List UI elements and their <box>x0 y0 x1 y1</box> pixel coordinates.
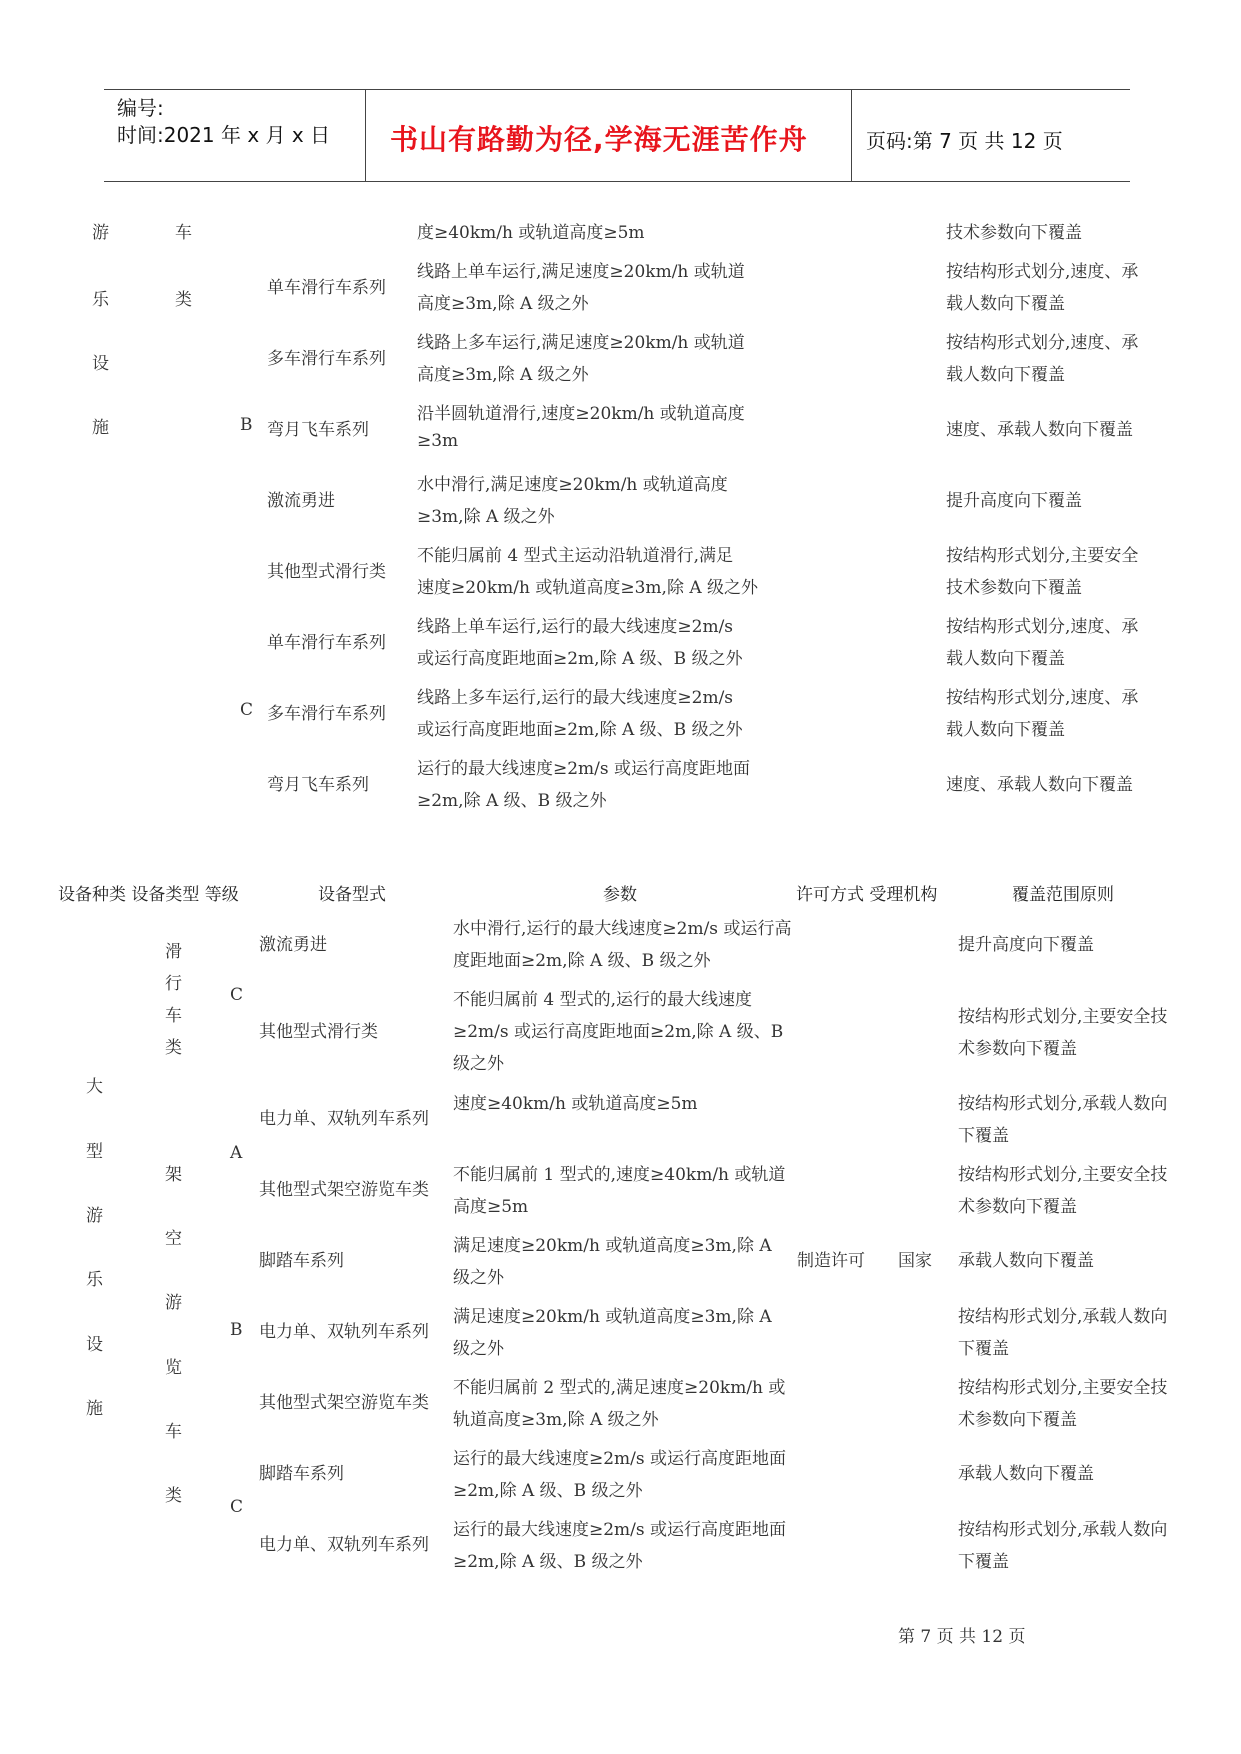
param-line: 运行的最大线速度≥2m/s 或运行高度距地面 <box>417 759 751 779</box>
type-char: 类 <box>165 1038 182 1058</box>
header-divider-right <box>851 89 852 182</box>
rule-line: 按结构形式划分,速度、承 <box>946 333 1139 353</box>
model-name: 脚踏车系列 <box>259 1251 344 1271</box>
rule-line: 按结构形式划分,主要安全 <box>946 546 1139 566</box>
model-name: 激流勇进 <box>259 935 327 955</box>
grade-b: B <box>240 415 253 435</box>
rule-line: 载人数向下覆盖 <box>946 294 1065 314</box>
category-char: 设 <box>92 354 109 374</box>
rule-text: 按结构形式划分,主要安全技术参数向下覆盖 <box>958 1165 1168 1217</box>
rule-line: 按结构形式划分,速度、承 <box>946 262 1139 282</box>
rule-line: 载人数向下覆盖 <box>946 720 1065 740</box>
param-text: 满足速度≥20km/h 或轨道高度≥3m,除 A 级之外 <box>453 1307 772 1359</box>
param-line: 线路上多车运行,满足速度≥20km/h 或轨道 <box>417 333 745 353</box>
model-name: 其他型式架空游览车类 <box>259 1180 429 1200</box>
header-rule: 覆盖范围原则 <box>1012 885 1114 905</box>
date-label: 时间:2021 年 x 月 x 日 <box>117 123 331 147</box>
footer-page-number: 第 7 页 共 12 页 <box>898 1627 1026 1647</box>
type-char: 车 <box>175 223 192 243</box>
grade-c: C <box>240 700 254 720</box>
param-line: 水中滑行,满足速度≥20km/h 或轨道高度 <box>417 475 728 495</box>
type-char: 车 <box>165 1422 182 1442</box>
rule-text: 按结构形式划分,主要安全技术参数向下覆盖 <box>958 1378 1168 1430</box>
category-char: 设 <box>86 1335 103 1355</box>
header-bottom-rule <box>104 181 1130 182</box>
rule-text: 提升高度向下覆盖 <box>958 935 1094 955</box>
category-char: 大 <box>86 1077 103 1097</box>
param-line: ≥3m <box>417 431 459 451</box>
model-name: 其他型式滑行类 <box>267 562 386 582</box>
rule-line: 载人数向下覆盖 <box>946 365 1065 385</box>
rule-text: 按结构形式划分,主要安全技术参数向下覆盖 <box>958 1007 1168 1059</box>
rule-text: 按结构形式划分,承载人数向下覆盖 <box>958 1307 1168 1359</box>
permit-method: 制造许可 <box>797 1251 865 1271</box>
category-char: 乐 <box>92 290 109 310</box>
rule-text: 承载人数向下覆盖 <box>958 1251 1094 1271</box>
grade-label: B <box>230 1320 243 1340</box>
model-name: 单车滑行车系列 <box>267 633 386 653</box>
category-char: 型 <box>86 1142 103 1162</box>
param-line: 度≥40km/h 或轨道高度≥5m <box>417 223 645 243</box>
rule-line: 技术参数向下覆盖 <box>946 578 1082 598</box>
header-divider-left <box>365 89 366 182</box>
param-line: 速度≥20km/h 或轨道高度≥3m,除 A 级之外 <box>417 578 759 598</box>
header-model: 设备型式 <box>318 885 386 905</box>
model-name: 激流勇进 <box>267 491 335 511</box>
grade-label: C <box>230 985 244 1005</box>
rule-line: 载人数向下覆盖 <box>946 649 1065 669</box>
rule-line: 按结构形式划分,速度、承 <box>946 617 1139 637</box>
grade-label: A <box>230 1143 243 1163</box>
param-line: 或运行高度距地面≥2m,除 A 级、B 级之外 <box>417 649 743 669</box>
type-char: 车 <box>165 1006 182 1026</box>
category-char: 乐 <box>86 1270 103 1290</box>
param-text: 水中滑行,运行的最大线速度≥2m/s 或运行高度距地面≥2m,除 A 级、B 级之外 <box>453 919 792 971</box>
type-char: 行 <box>165 974 182 994</box>
type-char: 游 <box>165 1293 182 1313</box>
param-line: 高度≥3m,除 A 级之外 <box>417 365 589 385</box>
model-name: 其他型式滑行类 <box>259 1022 378 1042</box>
rule-line: 按结构形式划分,速度、承 <box>946 688 1139 708</box>
page-number-label: 页码:第 7 页 共 12 页 <box>866 129 1063 153</box>
type-char: 类 <box>175 290 192 310</box>
model-name: 脚踏车系列 <box>259 1464 344 1484</box>
doc-number-label: 编号: <box>117 96 164 120</box>
model-name: 弯月飞车系列 <box>267 420 369 440</box>
category-char: 施 <box>92 418 109 438</box>
rule-line: 速度、承载人数向下覆盖 <box>946 775 1133 795</box>
category-char: 施 <box>86 1399 103 1419</box>
model-name: 电力单、双轨列车系列 <box>259 1535 429 1555</box>
param-text: 不能归属前 4 型式的,运行的最大线速度≥2m/s 或运行高度距地面≥2m,除 A 级、B 级之外 <box>453 990 784 1074</box>
model-name: 电力单、双轨列车系列 <box>259 1109 429 1129</box>
type-char: 览 <box>165 1358 182 1378</box>
rule-text: 按结构形式划分,承载人数向下覆盖 <box>958 1094 1168 1146</box>
header-category-type-grade: 设备种类 设备类型 等级 <box>58 885 239 905</box>
model-name: 多车滑行车系列 <box>267 349 386 369</box>
rule-line: 速度、承载人数向下覆盖 <box>946 420 1133 440</box>
model-name: 弯月飞车系列 <box>267 775 369 795</box>
header-top-rule <box>104 89 1130 90</box>
accepting-agency: 国家 <box>898 1251 932 1271</box>
header-permit-agency: 许可方式 受理机构 <box>796 885 938 905</box>
param-text: 不能归属前 1 型式的,速度≥40km/h 或轨道高度≥5m <box>453 1165 786 1217</box>
model-name: 电力单、双轨列车系列 <box>259 1322 429 1342</box>
type-char: 滑 <box>165 942 182 962</box>
category-char: 游 <box>86 1206 103 1226</box>
param-line: 或运行高度距地面≥2m,除 A 级、B 级之外 <box>417 720 743 740</box>
param-line: 不能归属前 4 型式主运动沿轨道滑行,满足 <box>417 546 734 566</box>
model-name: 多车滑行车系列 <box>267 704 386 724</box>
grade-label: C <box>230 1497 244 1517</box>
param-line: ≥3m,除 A 级之外 <box>417 507 555 527</box>
model-name: 单车滑行车系列 <box>267 278 386 298</box>
param-line: 线路上单车运行,满足速度≥20km/h 或轨道 <box>417 262 745 282</box>
param-text: 满足速度≥20km/h 或轨道高度≥3m,除 A 级之外 <box>453 1236 772 1288</box>
param-line: ≥2m,除 A 级、B 级之外 <box>417 791 607 811</box>
header-params: 参数 <box>603 885 637 905</box>
rule-text: 承载人数向下覆盖 <box>958 1464 1094 1484</box>
type-char: 空 <box>165 1229 182 1249</box>
param-line: 沿半圆轨道滑行,速度≥20km/h 或轨道高度 <box>417 404 745 424</box>
param-line: 线路上单车运行,运行的最大线速度≥2m/s <box>417 617 734 637</box>
param-line: 高度≥3m,除 A 级之外 <box>417 294 589 314</box>
param-text: 运行的最大线速度≥2m/s 或运行高度距地面≥2m,除 A 级、B 级之外 <box>453 1449 787 1501</box>
type-char: 类 <box>165 1486 182 1506</box>
motto-title: 书山有路勤为径,学海无涯苦作舟 <box>390 123 808 156</box>
rule-text: 按结构形式划分,承载人数向下覆盖 <box>958 1520 1168 1572</box>
param-text: 运行的最大线速度≥2m/s 或运行高度距地面≥2m,除 A 级、B 级之外 <box>453 1520 787 1572</box>
model-name: 其他型式架空游览车类 <box>259 1393 429 1413</box>
param-text: 不能归属前 2 型式的,满足速度≥20km/h 或轨道高度≥3m,除 A 级之外 <box>453 1378 786 1430</box>
param-line: 线路上多车运行,运行的最大线速度≥2m/s <box>417 688 734 708</box>
type-char: 架 <box>165 1165 182 1185</box>
rule-line: 提升高度向下覆盖 <box>946 491 1082 511</box>
rule-line: 技术参数向下覆盖 <box>946 223 1082 243</box>
category-char: 游 <box>92 223 109 243</box>
param-text: 速度≥40km/h 或轨道高度≥5m <box>453 1094 698 1114</box>
